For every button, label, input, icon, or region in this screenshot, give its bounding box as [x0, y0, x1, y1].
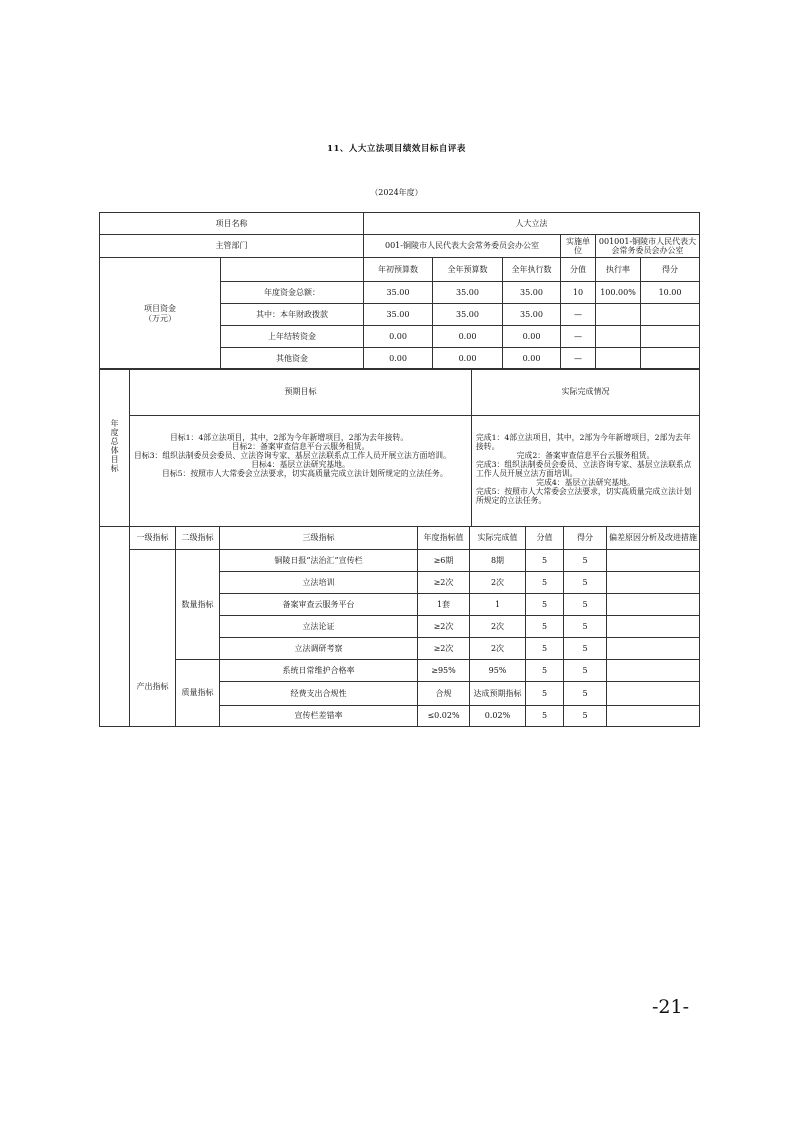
- indicator-weight: 5: [526, 550, 564, 572]
- indicator-target: ≥2次: [418, 638, 470, 660]
- actual-goal-3: 完成3：组织法制委员会委员、立法咨询专家、基层立法联系点工作人员开展立法方面培训。: [476, 459, 692, 478]
- funds-executed: 0.00: [503, 326, 561, 348]
- funds-annual: 0.00: [433, 348, 503, 370]
- funds-executed: 35.00: [503, 304, 561, 326]
- funds-header-initial: 年初预算数: [364, 258, 433, 282]
- indicator-reason: [607, 616, 700, 638]
- indicator-target: ≤0.02%: [418, 706, 470, 727]
- funds-weight: —: [561, 304, 596, 326]
- funds-score: 10.00: [641, 282, 700, 304]
- indicator-name: 宣传栏差错率: [220, 706, 418, 727]
- funds-initial: 35.00: [364, 304, 433, 326]
- indicator-weight: 5: [526, 660, 564, 682]
- funds-header-weight: 分值: [561, 258, 596, 282]
- funds-annual: 35.00: [433, 282, 503, 304]
- indicator-score: 5: [564, 594, 607, 616]
- header-score: 得分: [564, 527, 607, 550]
- table-row: [100, 660, 700, 682]
- expected-goal-1: 目标1：4部立法项目，其中，2部为今年新增项目，2部为去年接转。: [170, 433, 409, 442]
- expected-goal-5: 目标5：按照市人大常委会立法要求，切实高质量完成立法计划所规定的立法任务。: [162, 468, 448, 478]
- goals-side-text: 年度总体目标: [110, 419, 120, 474]
- project-funds-table: [99, 212, 700, 370]
- dept-label: 主管部门: [100, 235, 364, 258]
- funds-executed: 0.00: [503, 348, 561, 370]
- indicator-actual: 2次: [470, 572, 526, 594]
- indicator-actual: 95%: [470, 660, 526, 682]
- indicator-actual: 8期: [470, 550, 526, 572]
- indicator-score: 5: [564, 682, 607, 706]
- funds-weight: 10: [561, 282, 596, 304]
- funds-score: [641, 348, 700, 370]
- indicator-name: 立法培训: [220, 572, 418, 594]
- indicator-actual: 1: [470, 594, 526, 616]
- indicator-reason: [607, 572, 700, 594]
- indicator-reason: [607, 706, 700, 727]
- indicator-score: 5: [564, 616, 607, 638]
- actual-goal-1: 完成1：4部立法项目，其中，2部为今年新增项目，2部为去年接转。: [476, 433, 691, 451]
- funds-executed: 35.00: [503, 282, 561, 304]
- actual-goal-2: 完成2：备案审查信息平台云服务租赁。: [516, 450, 655, 460]
- funds-score: [641, 326, 700, 348]
- header-level3: 三级指标: [220, 527, 418, 550]
- funds-header-rate: 执行率: [596, 258, 641, 282]
- indicator-name: 立法调研考察: [220, 638, 418, 660]
- level2-quantity: 数量指标: [176, 550, 220, 660]
- level2-quality: 质量指标: [176, 660, 220, 727]
- funds-weight: —: [561, 348, 596, 370]
- indicator-target: ≥2次: [418, 616, 470, 638]
- funds-header-executed: 全年执行数: [503, 258, 561, 282]
- level1-label: 产出指标: [130, 550, 176, 727]
- indicator-score: 5: [564, 706, 607, 727]
- header-actual: 实际完成值: [470, 527, 526, 550]
- expected-goal-4: 目标4：基层立法研究基地。: [251, 459, 350, 469]
- project-name-value: 人大立法: [364, 213, 700, 235]
- indicator-name: 系统日常维护合格率: [220, 660, 418, 682]
- indicator-score: 5: [564, 660, 607, 682]
- funds-header-blank: [221, 258, 364, 282]
- funds-row-label: 其他资金: [221, 348, 364, 370]
- indicator-reason: [607, 594, 700, 616]
- actual-goal-5: 完成5：按照市人大常委会立法要求，切实高质量完成立法计划所规定的立法任务。: [476, 486, 692, 505]
- funds-row-label: 年度资金总额：: [221, 282, 364, 304]
- indicator-weight: 5: [526, 682, 564, 706]
- indicator-actual: 2次: [470, 616, 526, 638]
- expected-header: 预期目标: [130, 369, 472, 416]
- funds-row-label: 其中：本年财政拨款: [221, 304, 364, 326]
- year-label: （2024年度）: [370, 188, 423, 197]
- indicator-reason: [607, 660, 700, 682]
- indicators-side-blank: [100, 527, 130, 727]
- indicator-score: 5: [564, 550, 607, 572]
- funds-weight: —: [561, 326, 596, 348]
- funds-annual: 35.00: [433, 304, 503, 326]
- indicator-weight: 5: [526, 638, 564, 660]
- indicator-reason: [607, 550, 700, 572]
- header-target: 年度指标值: [418, 527, 470, 550]
- indicator-weight: 5: [526, 594, 564, 616]
- indicator-name: 立法论证: [220, 616, 418, 638]
- indicator-weight: 5: [526, 572, 564, 594]
- funds-header-annual: 全年预算数: [433, 258, 503, 282]
- expected-goal-2: 目标2：备案审查信息平台云服务租赁。: [231, 441, 370, 451]
- indicator-target: ≥6期: [418, 550, 470, 572]
- funds-rate: [596, 348, 641, 370]
- indicator-actual: 达成预期指标: [470, 682, 526, 706]
- actual-header: 实际完成情况: [472, 369, 700, 416]
- indicator-actual: 2次: [470, 638, 526, 660]
- header-level1: 一级指标: [130, 527, 176, 550]
- indicator-reason: [607, 638, 700, 660]
- indicator-target: ≥95%: [418, 660, 470, 682]
- actual-goal-4: 完成4：基层立法研究基地。: [536, 477, 635, 487]
- indicator-weight: 5: [526, 706, 564, 727]
- expected-goals-text: [130, 416, 472, 527]
- indicators-table: [99, 526, 700, 727]
- page-title: 11、人大立法项目绩效目标自评表: [327, 144, 466, 154]
- funds-rate: [596, 304, 641, 326]
- dept-value: 001-铜陵市人民代表大会常务委员会办公室: [364, 235, 561, 258]
- indicator-target: ≥2次: [418, 572, 470, 594]
- funds-rate: 100.00%: [596, 282, 641, 304]
- indicator-name: 铜陵日报“法治汇”宣传栏: [220, 550, 418, 572]
- indicator-target: 合规: [418, 682, 470, 706]
- funds-annual: 0.00: [433, 326, 503, 348]
- funds-label: 项目资金 （万元）: [100, 258, 221, 370]
- goals-table: [99, 368, 700, 527]
- indicator-target: 1套: [418, 594, 470, 616]
- funds-initial: 0.00: [364, 348, 433, 370]
- funds-row-label: 上年结转资金: [221, 326, 364, 348]
- indicator-actual: 0.02%: [470, 706, 526, 727]
- impl-value: 001001-铜陵市人民代表大会常务委员会办公室: [596, 235, 700, 258]
- indicator-name: 备案审查云服务平台: [220, 594, 418, 616]
- impl-label: 实施单位: [561, 235, 596, 258]
- funds-initial: 35.00: [364, 282, 433, 304]
- funds-header-score: 得分: [641, 258, 700, 282]
- funds-rate: [596, 326, 641, 348]
- indicator-name: 经费支出合规性: [220, 682, 418, 706]
- header-reason: 偏差原因分析及改进措施: [607, 527, 700, 550]
- page-number: -21-: [652, 996, 690, 1018]
- goals-side-label: [100, 369, 130, 527]
- header-weight: 分值: [526, 527, 564, 550]
- indicator-reason: [607, 682, 700, 706]
- expected-goal-3: 目标3：组织法制委员会委员、立法咨询专家、基层立法联系点工作人员开展立法方面培训。: [134, 450, 451, 460]
- funds-score: [641, 304, 700, 326]
- indicator-score: 5: [564, 638, 607, 660]
- indicator-score: 5: [564, 572, 607, 594]
- funds-initial: 0.00: [364, 326, 433, 348]
- actual-goals-text: [472, 416, 700, 527]
- indicator-weight: 5: [526, 616, 564, 638]
- header-level2: 二级指标: [176, 527, 220, 550]
- project-name-label: 项目名称: [100, 213, 364, 235]
- table-row: [100, 550, 700, 572]
